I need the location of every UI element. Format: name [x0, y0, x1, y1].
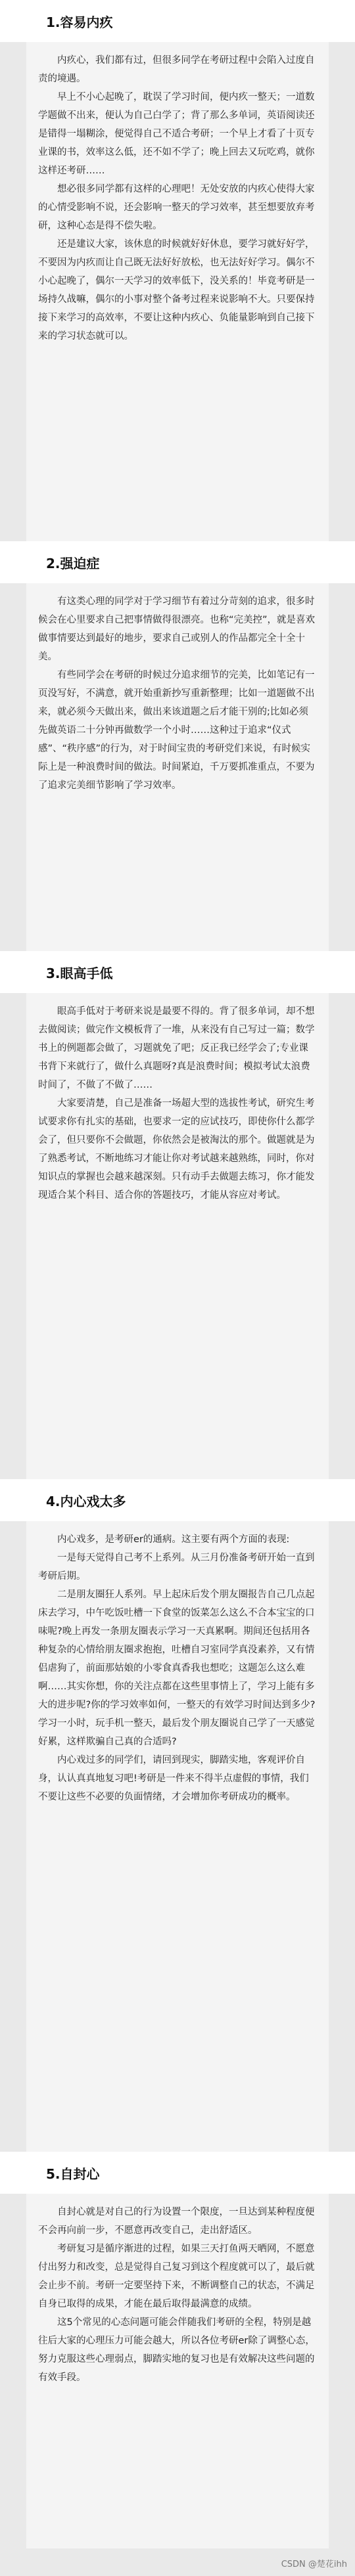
- paragraph: 有这类心理的同学对于学习细节有着过分苛刻的追求，很多时候会在心里要求自己把事情做得很漂亮。也称“完美控”，就是喜欢做事情要达到最好的地步，要求自己或别人的作品都完全十全十美。: [38, 596, 316, 662]
- section-title-2: 2.强迫症: [0, 541, 355, 583]
- section-card-1: [26, 42, 329, 541]
- paragraph: 内心戏多，是考研er的通病。这主要有两个方面的表现:: [57, 1534, 290, 1545]
- paragraph: 考研复习是循序渐进的过程，如果三天打鱼两天晒网，不愿意付出努力和改变，总是觉得自己复习到这个程度就可以了，最后就会止步不前。考研一定要坚持下来，不断调整自己的状态，不满足自身已取得的成果，才能在最后取得最满意的成绩。: [38, 2244, 315, 2309]
- paragraph: 内疚心，我们都有过，但很多同学在考研过程中会陷入过度自责的境遇。: [38, 55, 315, 84]
- paragraph: 想必很多同学都有这样的心理吧！无处安放的内疚心使得大家的心情受影响不说，还会影响一整天的学习效率，甚至想要放弃考研，这种心态是得不偿失啦。: [38, 184, 315, 231]
- paragraph: 早上不小心起晚了，耽误了学习时间，便内疚一整天；一道数学题做不出来，便认为自己白学了；背了那么多单词，英语阅读还是错得一塌糊涂，便觉得自己不适合考研；一个早上才看了十页专业课的书，效率这么低，还不如不学了；晚上回去又玩吃鸡，就你这样还考研……: [38, 92, 315, 176]
- section-title-3: 3.眼高手低: [0, 951, 355, 993]
- paragraph: 这5个常见的心态问题可能会伴随我们考研的全程，特别是越往后大家的心理压力可能会越大，所以各位考研er除了调整心态，努力克服这些心理弱点，脚踏实地的复习也是有效解决这些问题的有效手段。: [38, 2317, 315, 2383]
- section-title-5: 5.自封心: [0, 2152, 355, 2194]
- section-card-2: [26, 583, 329, 951]
- section-title-4: 4.内心戏太多: [0, 1479, 355, 1521]
- paragraph: 眼高手低对于考研来说是最要不得的。背了很多单词，却不想去做阅读；做完作文模板背了一堆，从来没有自己写过一篇；数学书上的例题都会做了，习题就免了吧；反正我已经学会了;专业课书背下来就行了，做什么真题呀?真是浪费时间；模拟考试太浪费时间了，不做了不做了……: [38, 1006, 315, 1090]
- section-title-1: 1.容易内疚: [0, 0, 355, 42]
- section-card-5: [26, 2194, 329, 2548]
- paragraph: 大家要清楚，自己是准备一场超大型的选拔性考试，研究生考试要求你有扎实的基础，也要求一定的应试技巧，即使你什么都学会了，但只要你不会做题，你依然会是被淘汰的那个。做题就是为了熟悉考试，不断地练习才能让你对考试越来越熟练，同时，你对知识点的掌握也会越来越深刻。只有动手去做题去练习，你才能发现适合某个科目、适合你的答题技巧，才能从容应对考试。: [38, 1098, 315, 1201]
- paragraph: 自封心就是对自己的行为设置一个限度，一旦达到某种程度便不会再向前一步，不愿意再改变自己，走出舒适区。: [38, 2207, 315, 2236]
- paragraph: 内心戏过多的同学们，请回到现实，脚踏实地，客观评价自身，认认真真地复习吧!考研是一件来不得半点虚假的事情，我们不要让这些不必要的负面情绪，才会增加你考研成功的概率。: [38, 1755, 309, 1802]
- section-card-4: [26, 1521, 329, 2152]
- paragraph: 有些同学会在考研的时候过分追求细节的完美，比如笔记有一页没写好，不满意，就开始重新抄写重新整理；比如一道题做不出来，就必须今天做出来，做出来该道题之后才能干别的;比如必须先做英语二十分钟再做数学一个小时……这种过于追求“仪式感”、“秩序感”的行为，对于时间宝贵的考研党们来说，有时候实际上是一种浪费时间的做法。时间紧迫，千万要抓准重点，不要为了追求完美细节影响了学习效率。: [38, 670, 315, 791]
- paragraph: 一是每天觉得自己考不上系列。从三月份准备考研开始一直到考研后期。: [38, 1553, 315, 1582]
- paragraph: 二是朋友圈狂人系列。早上起床后发个朋友圈报告自己几点起床去学习，中午吃饭吐槽一下食堂的饭菜怎么这么不合本宝宝的口味呢?晚上再发一条朋友圈表示学习一天真累啊。期间还包括用各种复杂的心情给朋友圈求抱抱，吐槽自习室同学真没素养，又有情侣虐狗了，前面那姑娘的小零食真香我也想吃；这题怎么这么难啊……其实你想，你的关注点都在这些里事情上了，学习上能有多大的进步呢?你的学习效率如何，一整天的有效学习时间达到多少?学习一小时，玩手机一整天，最后发个朋友圈说自己学了一天感觉好累，这样欺骗自己真的合适吗?: [38, 1589, 316, 1747]
- paragraph: 还是建议大家，该休息的时候就好好休息，要学习就好好学，不要因为内疚而让自己既无法好好放松，也无法好好学习。偶尔不小心起晚了，偶尔一天学习的效率低下，没关系的！毕竟考研是一场持久战嘛，偶尔的小事对整个备考过程来说影响不大。只要保持接下来学习的高效率，不要让这种内疚心、负能量影响到自己接下来的学习状态就可以。: [38, 239, 315, 342]
- watermark: CSDN @楚花ihh: [281, 2560, 347, 2569]
- section-card-3: [26, 993, 329, 1479]
